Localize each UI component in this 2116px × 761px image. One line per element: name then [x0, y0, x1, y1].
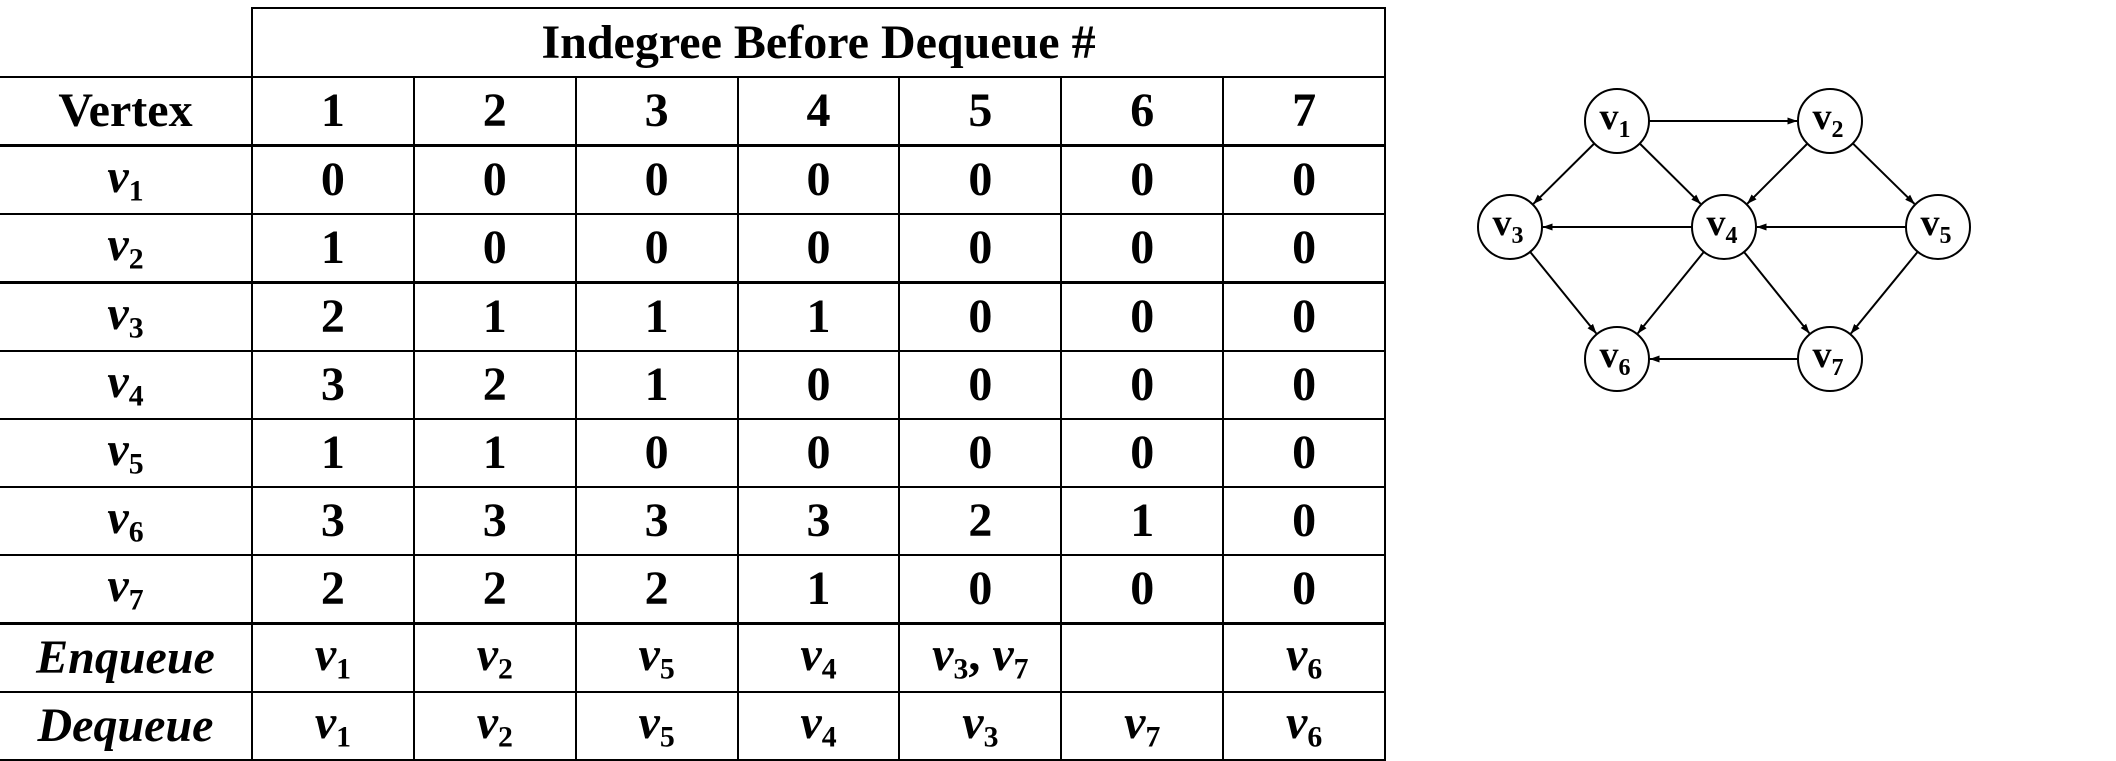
indegree-cell: 3 — [252, 351, 414, 419]
list-separator: , — [968, 628, 993, 682]
indegree-cell: 0 — [899, 214, 1061, 283]
vertex-label — [107, 150, 144, 208]
table-row — [0, 487, 1385, 555]
dequeue-label: Dequeue — [0, 692, 252, 760]
node-v1 — [1585, 89, 1649, 153]
node-v6 — [1585, 327, 1649, 391]
row-vertex-cell — [0, 487, 252, 555]
vertex-subscript: 7 — [1145, 720, 1161, 754]
vertex-letter: v — [932, 628, 954, 682]
node-letter: v — [1812, 334, 1832, 376]
column-header: 3 — [576, 77, 738, 146]
enqueue-cell — [252, 624, 414, 693]
enqueue-row — [0, 624, 1385, 693]
dependency-graph — [1460, 70, 2116, 540]
table-row — [0, 283, 1385, 352]
indegree-cell: 0 — [738, 419, 900, 487]
vertex-subscript: 1 — [336, 652, 352, 686]
row-vertex-cell — [0, 351, 252, 419]
indegree-cell: 2 — [252, 283, 414, 352]
table-row — [0, 146, 1385, 215]
indegree-cell: 0 — [899, 283, 1061, 352]
indegree-cell: 1 — [252, 214, 414, 283]
vertex-label — [962, 696, 999, 754]
node-letter: v — [1492, 202, 1512, 244]
indegree-cell: 3 — [252, 487, 414, 555]
vertex-subscript: 5 — [659, 652, 675, 686]
vertex-subscript: 6 — [1307, 720, 1323, 754]
edge-v1-v3 — [1533, 144, 1594, 204]
indegree-cell: 1 — [738, 283, 900, 352]
enqueue-cell — [576, 624, 738, 693]
vertex-subscript: 3 — [983, 720, 999, 754]
vertex-label — [107, 491, 144, 549]
dequeue-cell — [899, 692, 1061, 760]
vertex-label — [107, 218, 144, 276]
vertex-label — [314, 696, 352, 754]
vertex-label — [992, 628, 1029, 686]
edge-v2-v5 — [1853, 143, 1915, 203]
enqueue-label: Enqueue — [0, 624, 252, 693]
vertex-letter: v — [107, 150, 129, 204]
node-subscript: 2 — [1831, 117, 1844, 143]
edge-v2-v4 — [1747, 144, 1807, 204]
vertex-label — [314, 628, 352, 686]
vertex-subscript: 1 — [336, 720, 352, 754]
indegree-cell: 2 — [414, 555, 576, 624]
vertex-label — [476, 696, 513, 754]
dequeue-cell — [576, 692, 738, 760]
vertex-subscript: 2 — [498, 652, 513, 686]
vertex-subscript: 1 — [128, 174, 144, 208]
indegree-cell: 1 — [252, 419, 414, 487]
indegree-cell: 0 — [1061, 555, 1223, 624]
indegree-cell: 1 — [576, 351, 738, 419]
vertex-letter: v — [638, 628, 660, 682]
column-header: 4 — [738, 77, 900, 146]
vertex-subscript: 7 — [1013, 652, 1029, 686]
corner-blank — [0, 8, 252, 77]
indegree-cell: 3 — [738, 487, 900, 555]
vertex-label — [1286, 696, 1323, 754]
indegree-cell: 2 — [899, 487, 1061, 555]
vertex-letter: v — [314, 696, 337, 750]
vertex-letter: v — [992, 628, 1014, 682]
vertex-letter: v — [314, 628, 337, 682]
node-letter: v — [1706, 202, 1726, 244]
indegree-cell: 0 — [1223, 283, 1385, 352]
vertex-letter: v — [107, 218, 129, 272]
vertex-label — [638, 696, 675, 754]
vertex-label — [107, 559, 144, 617]
indegree-cell: 0 — [576, 419, 738, 487]
node-v2 — [1798, 89, 1862, 153]
indegree-cell: 0 — [899, 351, 1061, 419]
indegree-cell: 0 — [1061, 214, 1223, 283]
table-title-row — [0, 8, 1385, 77]
column-header: 6 — [1061, 77, 1223, 146]
node-v4 — [1692, 195, 1756, 259]
vertex-letter: v — [1286, 628, 1308, 682]
enqueue-cell — [414, 624, 576, 693]
vertex-subscript: 2 — [498, 720, 513, 754]
node-letter: v — [1920, 202, 1940, 244]
indegree-cell: 2 — [252, 555, 414, 624]
dequeue-cell — [252, 692, 414, 760]
vertex-label — [107, 355, 144, 413]
dequeue-cell — [738, 692, 900, 760]
dequeue-cell — [414, 692, 576, 760]
indegree-cell: 0 — [1223, 351, 1385, 419]
vertex-subscript: 5 — [659, 720, 675, 754]
vertex-subscript: 6 — [128, 515, 144, 549]
vertex-letter: v — [107, 355, 129, 409]
indegree-cell: 0 — [252, 146, 414, 215]
vertex-label — [1286, 628, 1323, 686]
indegree-cell: 0 — [899, 555, 1061, 624]
vertex-label — [107, 423, 144, 481]
indegree-cell: 0 — [414, 146, 576, 215]
vertex-letter: v — [800, 696, 822, 750]
indegree-cell: 0 — [1223, 487, 1385, 555]
vertex-letter: v — [638, 696, 660, 750]
vertex-header: Vertex — [0, 77, 252, 146]
vertex-subscript: 4 — [821, 652, 837, 686]
vertex-label — [638, 628, 675, 686]
column-header: 2 — [414, 77, 576, 146]
indegree-cell: 0 — [1061, 283, 1223, 352]
indegree-cell: 1 — [738, 555, 900, 624]
dequeue-cell — [1223, 692, 1385, 760]
enqueue-cell — [1061, 624, 1223, 693]
vertex-label — [476, 628, 513, 686]
dequeue-row — [0, 692, 1385, 760]
vertex-subscript: 6 — [1307, 652, 1323, 686]
vertex-subscript: 7 — [128, 583, 144, 617]
table-row — [0, 351, 1385, 419]
indegree-cell: 0 — [738, 146, 900, 215]
vertex-letter: v — [1124, 696, 1146, 750]
indegree-cell: 0 — [899, 419, 1061, 487]
vertex-label — [1124, 696, 1161, 754]
indegree-cell: 1 — [1061, 487, 1223, 555]
table-row — [0, 214, 1385, 283]
indegree-cell: 0 — [1061, 419, 1223, 487]
edge-v3-v6 — [1530, 252, 1596, 334]
indegree-cell: 0 — [576, 214, 738, 283]
edge-v1-v4 — [1640, 144, 1701, 204]
row-vertex-cell — [0, 419, 252, 487]
vertex-subscript: 2 — [128, 242, 144, 276]
enqueue-cell — [1223, 624, 1385, 693]
enqueue-cell — [899, 624, 1061, 693]
column-header: 7 — [1223, 77, 1385, 146]
vertex-label — [800, 696, 837, 754]
vertex-subscript: 4 — [821, 720, 837, 754]
vertex-letter: v — [107, 491, 129, 545]
vertex-letter: v — [800, 628, 822, 682]
node-subscript: 1 — [1618, 117, 1631, 143]
indegree-cell: 0 — [738, 214, 900, 283]
table-title: Indegree Before Dequeue # — [252, 8, 1385, 77]
vertex-letter: v — [107, 287, 129, 341]
enqueue-cell — [738, 624, 900, 693]
vertex-label — [932, 628, 969, 686]
vertex-label — [800, 628, 837, 686]
indegree-cell: 0 — [1223, 419, 1385, 487]
vertex-subscript: 3 — [953, 652, 969, 686]
node-v5 — [1906, 195, 1970, 259]
node-letter: v — [1599, 96, 1619, 138]
column-header: 1 — [252, 77, 414, 146]
vertex-letter: v — [1286, 696, 1308, 750]
indegree-cell: 0 — [414, 214, 576, 283]
vertex-letter: v — [107, 559, 129, 613]
edge-v4-v6 — [1638, 252, 1704, 334]
indegree-cell: 0 — [1223, 146, 1385, 215]
node-v7 — [1798, 327, 1862, 391]
indegree-cell: 0 — [1223, 214, 1385, 283]
vertex-letter: v — [962, 696, 984, 750]
row-vertex-cell — [0, 214, 252, 283]
row-vertex-cell — [0, 283, 252, 352]
indegree-cell: 1 — [414, 419, 576, 487]
node-letter: v — [1812, 96, 1832, 138]
indegree-cell: 0 — [738, 351, 900, 419]
indegree-cell: 1 — [576, 283, 738, 352]
column-header: 5 — [899, 77, 1061, 146]
vertex-subscript: 4 — [128, 379, 144, 413]
indegree-table — [0, 7, 1386, 761]
table-row — [0, 555, 1385, 624]
vertex-label — [107, 287, 144, 345]
indegree-cell: 1 — [414, 283, 576, 352]
indegree-cell: 0 — [1061, 146, 1223, 215]
node-subscript: 7 — [1831, 355, 1844, 381]
indegree-cell: 3 — [414, 487, 576, 555]
edge-v5-v7 — [1851, 252, 1918, 334]
node-subscript: 3 — [1511, 223, 1524, 249]
vertex-subscript: 3 — [128, 311, 144, 345]
indegree-cell: 0 — [899, 146, 1061, 215]
indegree-cell: 0 — [1061, 351, 1223, 419]
vertex-letter: v — [107, 423, 129, 477]
nodes-layer — [1478, 89, 1970, 391]
table-header-row — [0, 77, 1385, 146]
node-subscript: 4 — [1725, 223, 1738, 249]
indegree-cell: 0 — [576, 146, 738, 215]
indegree-cell: 0 — [1223, 555, 1385, 624]
node-subscript: 6 — [1618, 355, 1631, 381]
edge-v4-v7 — [1744, 252, 1809, 333]
vertex-subscript: 5 — [128, 447, 144, 481]
row-vertex-cell — [0, 146, 252, 215]
indegree-cell: 2 — [414, 351, 576, 419]
table-row — [0, 419, 1385, 487]
vertex-letter: v — [476, 696, 498, 750]
indegree-cell: 3 — [576, 487, 738, 555]
row-vertex-cell — [0, 555, 252, 624]
indegree-cell: 2 — [576, 555, 738, 624]
node-v3 — [1478, 195, 1542, 259]
node-letter: v — [1599, 334, 1619, 376]
vertex-letter: v — [476, 628, 498, 682]
dequeue-cell — [1061, 692, 1223, 760]
node-subscript: 5 — [1939, 223, 1952, 249]
